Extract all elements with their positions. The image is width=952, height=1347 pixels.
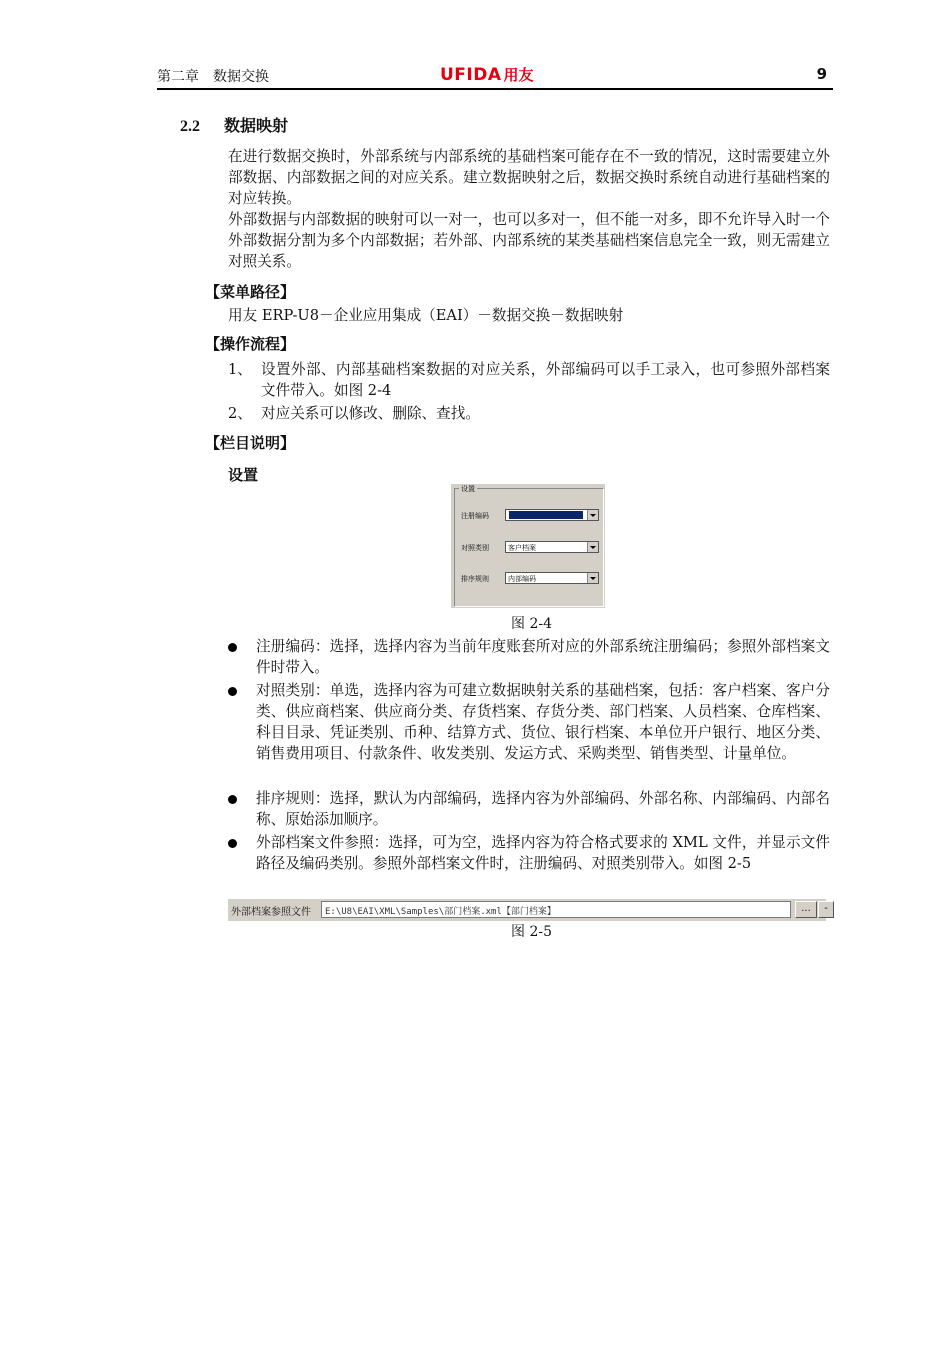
mapping-type-label: 对照类别 xyxy=(461,544,489,552)
bullet-text: 对照类别：单选，选择内容为可建立数据映射关系的基础档案，包括：客户档案、客户分类、供应商档案、供应商分类、存货档案、存货分类、部门档案、人员档案、仓库档案、科目目录、凭证类别、币种、结算方式、货位、银行档案、本单位开户银行、地区分类、销售费用项目、付款条件、收发类别、发运方式、采购类型、销售类型、计量单位。 xyxy=(256,682,830,762)
settings-subheading: 设置 xyxy=(228,466,259,484)
sort-rule-select[interactable] xyxy=(505,572,599,584)
registration-code-row xyxy=(461,509,597,520)
sort-rule-label: 排序规则 xyxy=(461,575,489,583)
intro-paragraph-1: 在进行数据交换时，外部系统与内部系统的基础档案可能存在不一致的情况，这时需要建立外部数据、内部数据之间的对应关系。建立数据映射之后，数据交换时系统自动进行基础档案的对应转换。 xyxy=(228,148,830,207)
sort-rule-row xyxy=(461,572,597,583)
step-number: 1、 xyxy=(228,361,252,378)
browse-button[interactable]: ... xyxy=(795,901,817,918)
ufida-logo xyxy=(440,64,534,85)
menu-path-text: 用友 ERP-U8－企业应用集成（EAI）－数据交换－数据映射 xyxy=(228,307,624,324)
mapping-type-value: 客户档案 xyxy=(508,544,536,552)
external-file-path: E:\U8\EAI\XML\Samples\部门档案.xml【部门档案】 xyxy=(325,907,556,917)
chevron-down-icon[interactable] xyxy=(587,573,598,583)
bullet-text: 排序规则：选择，默认为内部编码，选择内容为外部编码、外部名称、内部编码、内部名称、原始添加顺序。 xyxy=(256,790,830,828)
external-file-bar xyxy=(228,899,826,921)
bullet-dot xyxy=(228,839,237,848)
logo-cn: 用友 xyxy=(503,66,534,84)
external-file-label: 外部档案参照文件 xyxy=(231,907,311,918)
chevron-down-icon[interactable] xyxy=(587,510,598,520)
section-title xyxy=(180,113,288,136)
procedure-label: 【操作流程】 xyxy=(205,335,296,353)
bullet-text: 外部档案文件参照：选择，可为空，选择内容为符合格式要求的 XML 文件，并显示文件路径及编码类别。参照外部档案文件时，注册编码、对照类别带入。如图 2-5 xyxy=(256,834,830,872)
step-text: 设置外部、内部基础档案数据的对应关系，外部编码可以手工录入，也可参照外部档案文件带入。如图 2-4 xyxy=(261,361,830,399)
logo-brand: UFIDA xyxy=(440,65,502,85)
page-header xyxy=(157,64,833,90)
bullet-text: 注册编码：选择，选择内容为当前年度账套所对应的外部系统注册编码；参照外部档案文件时带入。 xyxy=(256,638,830,676)
chevron-down-icon[interactable] xyxy=(587,542,598,552)
bullet-dot xyxy=(228,643,237,652)
figure-caption: 图 2-4 xyxy=(511,616,552,632)
registration-code-select[interactable] xyxy=(505,509,599,521)
page-number: 9 xyxy=(816,65,827,83)
mapping-type-row xyxy=(461,541,597,552)
figure-caption: 图 2-5 xyxy=(511,924,552,940)
step-text: 对应关系可以修改、删除、查找。 xyxy=(261,405,480,422)
sort-rule-value: 内部编码 xyxy=(508,575,536,583)
section-number: 2.2 xyxy=(180,118,200,135)
section-heading: 数据映射 xyxy=(224,116,289,135)
columns-label: 【栏目说明】 xyxy=(205,434,296,452)
external-file-input[interactable] xyxy=(321,901,791,918)
intro-paragraph-2: 外部数据与内部数据的映射可以一对一，也可以多对一，但不能一对多，即不允许导入时一个外部数据分割为多个内部数据；若外部、内部系统的某类基础档案信息完全一致，则无需建立对照关系。 xyxy=(228,211,830,270)
header-rule xyxy=(157,88,833,90)
chapter-title: 第二章 数据交换 xyxy=(157,69,269,85)
settings-dialog xyxy=(451,484,605,608)
mapping-type-select[interactable] xyxy=(505,541,599,553)
step-number: 2、 xyxy=(228,405,252,422)
bullet-dot xyxy=(228,687,237,696)
menu-path-label: 【菜单路径】 xyxy=(205,283,296,301)
groupbox-title: 设置 xyxy=(461,485,475,493)
selection-highlight xyxy=(509,511,583,519)
registration-code-label: 注册编码 xyxy=(461,512,489,520)
clear-button[interactable]: - xyxy=(818,901,834,918)
bullet-dot xyxy=(228,795,237,804)
